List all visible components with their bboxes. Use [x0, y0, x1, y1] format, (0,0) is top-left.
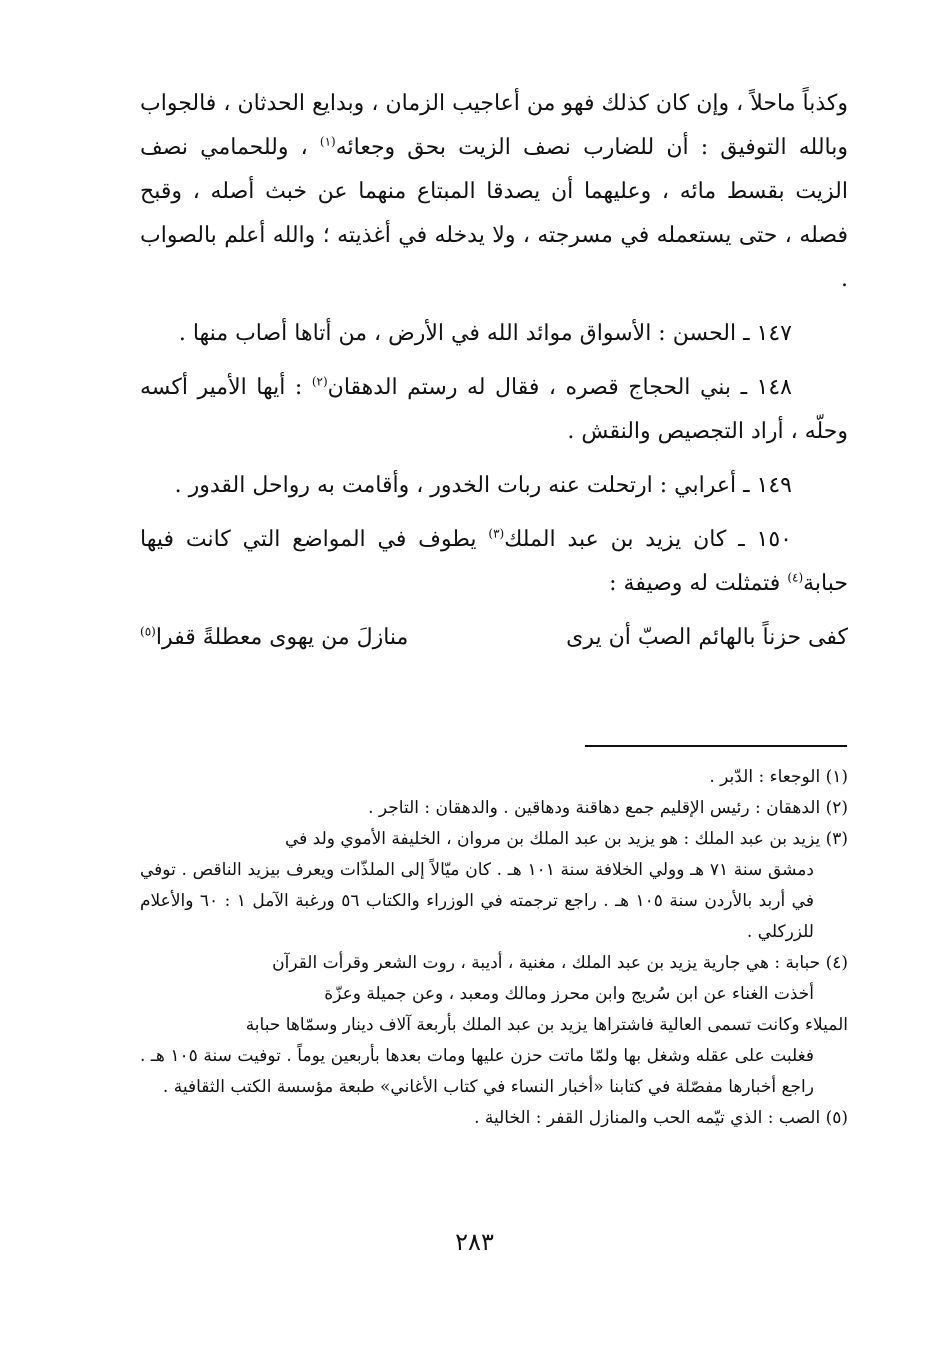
- footnote-ref-2: (٢): [311, 374, 328, 389]
- footnote-3-body: دمشق سنة ٧١ هـ وولي الخلافة سنة ١٠١ هـ . كان ميّالاً إلى الملذّات ويعرف بيزيد الناقص . توفي في أربد بالأردن سنة ١٠٥ هـ . راجع ترجمته في الوزراء والكتاب ٥٦ ورغبة الآمل ١ : ٦٠ والأعلام للزركلي .: [140, 860, 814, 942]
- footnote-4-body-2: الميلاء وكانت تسمى العالية فاشتراها يزيد بن عبد الملك بأربعة آلاف دينار وسمّاها حبابة: [245, 1015, 848, 1035]
- footnote-3-head: (٣) يزيد بن عبد الملك : هو يزيد بن عبد الملك بن مروان ، الخليفة الأموي ولد في: [284, 829, 848, 849]
- main-text: [140, 82, 848, 660]
- page-number: ٢٨٣: [455, 1228, 494, 1256]
- entry-148-text: ١٤٨ ـ بني الحجاج قصره ، فقال له رستم الدهقان: [327, 375, 792, 400]
- verse-second-text: منازلَ من يهوى معطلةً قفرا: [155, 625, 409, 650]
- entry-148: [140, 366, 848, 454]
- entry-150-text-end: فتمثلت له وصيفة :: [609, 571, 788, 596]
- paragraph-continuation: [140, 82, 848, 302]
- verse-first-hemistich: كفى حزناً بالهائم الصبّ أن يرى: [566, 625, 848, 650]
- entry-150-text: ١٥٠ ـ كان يزيد بن عبد الملك: [504, 527, 792, 552]
- entry-148-text-rest: : أيها الأمير أكسه وحلّه ، أراد التجصيص والنقش .: [140, 375, 848, 444]
- footnote-4-body-3: فغلبت على عقله وشغل بها ولمّا ماتت حزن عليها ومات بعدها بأربعين يوماً . توفيت سنة ١٠٥ هـ . راجع أخبارها مفصّلة في كتابنا «أخبار النساء في كتاب الأغاني» طبعة مؤسسة الكتب الثقافية .: [140, 1046, 814, 1097]
- footnote-separator: [585, 745, 847, 747]
- footnote-5: (٥) الصب : الذي تيّمه الحب والمنازل القفر : الخالية .: [474, 1108, 848, 1128]
- verse-second-hemistich: [140, 616, 408, 660]
- entry-147: ١٤٧ ـ الحسن : الأسواق موائد الله في الأرض ، من أتاها أصاب منها .: [178, 321, 792, 346]
- footnote-ref-3: (٣): [488, 526, 505, 541]
- verse: [140, 616, 848, 660]
- footnote-ref-4: (٤): [787, 570, 804, 585]
- footnote-4-head: (٤) حبابة : هي جارية يزيد بن عبد الملك ، مغنية ، أديبة ، روت الشعر وقرأت القرآن: [272, 953, 848, 973]
- footnote-4-body-1: أخذت الغناء عن ابن سُريج وابن محرز ومالك ومعبد ، وعن جميلة وعزّة: [324, 984, 814, 1004]
- footnote-ref-1: (١): [319, 134, 336, 149]
- paragraph-text: وكذباً ماحلاً ، وإن كان كذلك فهو من أعاجيب الزمان ، وبدايع الحدثان ، فالجواب وبالله التوفيق : أن للضارب نصف الزيت بحق وجعائه: [140, 91, 848, 160]
- footnote-ref-5: (٥): [140, 624, 156, 639]
- footnote-2: (٢) الدهقان : رئيس الإقليم جمع دهاقنة ودهاقين . والدهقان : التاجر .: [368, 798, 848, 818]
- footnote-1: (١) الوجعاء : الدّبر .: [709, 767, 848, 787]
- entry-150-text-mid: يطوف في المواضع التي كانت فيها حبابة: [140, 527, 848, 596]
- entry-150: [140, 518, 848, 606]
- entry-149: ١٤٩ ـ أعرابي : ارتحلت عنه ربات الخدور ، وأقامت به رواحل القدور .: [174, 473, 792, 498]
- paragraph-text-rest: ، وللحمامي نصف الزيت بقسط مائه ، وعليهما أن يصدقا المبتاع منهما عن خبث أصله ، وقبح فصله ، حتى يستعمله في مسرجته ، ولا يدخله في أغذيته ؛ والله أعلم بالصواب .: [140, 135, 848, 292]
- footnotes: [140, 762, 848, 1134]
